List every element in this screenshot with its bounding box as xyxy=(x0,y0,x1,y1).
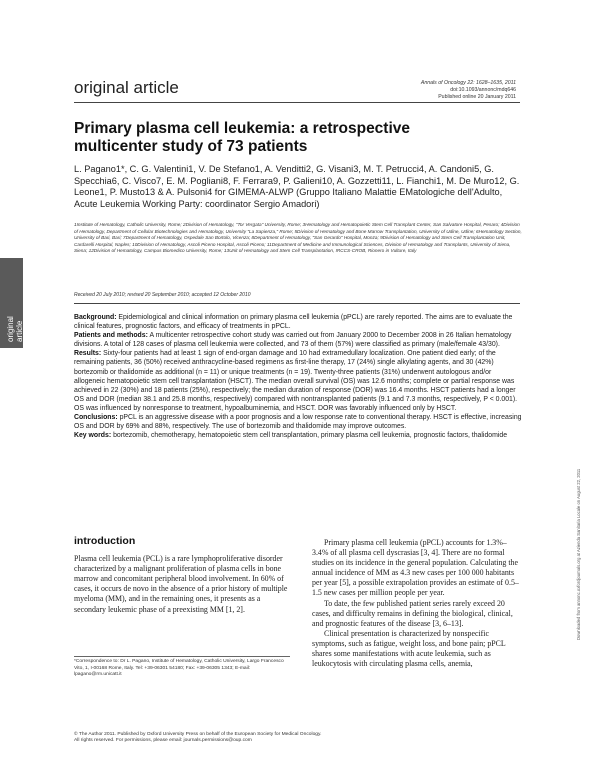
abstract xyxy=(74,313,524,440)
introduction-heading: introduction xyxy=(74,535,136,547)
journal-doi[interactable]: doi:10.1093/annonc/mdq646 xyxy=(450,87,516,93)
journal-citation: Annals of Oncology 22: 1628–1635, 2011 xyxy=(420,80,516,86)
article-title xyxy=(74,120,524,156)
abstract-divider xyxy=(74,303,520,304)
received-dates: Received 20 July 2010; revised 20 September 2010; accepted 12 October 2010 xyxy=(74,292,251,298)
abstract-keywords: Key words: bortezomib, chemotherapy, hematopoietic stem cell transplantation, primary plasma cell leukemia, prognostic factors, thalidomide xyxy=(74,432,508,440)
journal-published-date: Published online 20 January 2011 xyxy=(438,94,516,100)
abstract-results: Results: Sixty-four patients had at least 1 sign of end-organ damage and 10 had extramedullary localization. One patient died early; of the remaining patients, 36 (50%) received anthracycline-based regimens as first-line therapy, 17 (24%) single alkylating agents, and 30 (42%) bortezomib or thalidomide as additional (n = 11) or unique treatments (n = 19). Twenty-three patients (31%) underwent autologous and/or allogeneic hematopoietic stem cell transplantation (HSCT). The median overall survival (OS) was 12.6 months; complete or partial response was achieved in 22 (30%) and 18 patients (25%), respectively; the median duration of response (DOR) was 16.4 months. HSCT patients had a longer OS and DOR (median 38.1 and 25.8 months, respectively) compared with nontransplanted patients (9.1 and 7.3 months, respectively, P < 0.001). OS was influenced by nonresponse to treatment, hypoalbuminemia, and HSCT. DOR was favorably influenced only by HSCT. xyxy=(74,350,518,412)
copyright-line-2: All rights reserved. For permissions, please email: journals.permissions@oup.com xyxy=(74,738,252,744)
section-label: original article xyxy=(74,78,179,97)
side-tab-label: original article xyxy=(6,316,24,342)
title-line-2: multicenter study of 73 patients xyxy=(74,138,308,155)
right-paragraph-2: To date, the few published patient series rarely exceed 20 cases, and difficulty remains in defining the biological, clinical, and prognostic features of the disease [3, 6–13]. xyxy=(312,598,513,628)
journal-info xyxy=(421,80,516,101)
header-divider xyxy=(74,102,520,103)
download-note[interactable]: Downloaded from annonc.oxfordjournals.org at Azienda Sanitaria Locale on August 22, 2011 xyxy=(576,468,581,640)
body-left-column xyxy=(74,536,290,615)
title-line-1: Primary plasma cell leukemia: a retrospective xyxy=(74,120,411,137)
footnote-divider xyxy=(74,656,290,657)
side-tab xyxy=(0,258,23,348)
affiliations: 1Institute of Hematology, Catholic University, Rome; 2Division of Hematology, "Tor Vergata" University, Rome; 3Hematology and Hematopoietic Stem Cell Transplant Center, San Salvatore Hospital, Pesaro; 4Division of Hematology, Department of Cellular Biotechnologies and Hematology, University "La Sapienza," Rome; 5Division of Hematology and Bone Marrow Transplantation, University of Udine, Udine; 6Hematology Section, University of Bari, Bari; 7Department of Hematology, Ospedale San Bortolo, Vicenza; 8Department of Hematology, "San Gerardo" Hospital, Monza; 9Division of Hematology and Stem Cell Transplantation Unit, Cardarelli Hospital, Naples; 10Division of Hematology, Ascoli Piceno Hospital, Ascoli Piceno; 11Department of Medicine and Immunological Sciences, Division of Hematology and Transplants, University of Siena, Siena; 12Division of Hematology, Campus Biomedico University, Rome; 13Unit of Hematology and Stem Cell Transplantation, IRCCS-CROB, Rionero in Vulture, Italy xyxy=(74,222,522,253)
right-paragraph-1: Primary plasma cell leukemia (pPCL) accounts for 1.3%–3.4% of all plasma cell dyscrasias [3, 4]. There are no formal studies on its incidence in the general population. Calculating the annual incidence of MM as 4.3 new cases per 100 000 habitants per year [5], a possible extrapolation provides an estimate of 0.5–1.5 new cases per million people per year. xyxy=(312,538,519,598)
copyright xyxy=(74,732,474,745)
right-paragraph-3: Clinical presentation is characterized by nonspecific symptoms, such as fatigue, weight loss, and bone pain; pPCL shares some manifestations with acute leukemia, such as leukocytosis with circulating plasma cells, anemia, xyxy=(312,628,506,669)
abstract-conclusions: Conclusions: pPCL is an aggressive disease with a poor prognosis and a low response rate to conventional therapy. HSCT is effective, increasing OS and DOR by 69% and 88%, respectively. The use of bortezomib and thalidomide may improve outcomes. xyxy=(74,414,522,431)
author-list: L. Pagano1*, C. G. Valentini1, V. De Stefano1, A. Venditti2, G. Visani3, M. T. Petrucci4, A. Candoni5, G. Specchia6, C. Visco7, E. M. Pogliani8, F. Ferrara9, P. Galieni10, A. Gozzetti11, L. Fianchi1, M. De Muro12, G. Leone1, P. Musto13 & A. Pulsoni4 for GIMEMA-ALWP (Gruppo Italiano Malattie EMatologiche dell'Adulto, Acute Leukemia Working Party: coordinator Sergio Amadori) xyxy=(74,164,520,209)
correspondence-footnote: *Correspondence to: Dr L. Pagano, Institute of Hematology, Catholic University, Largo Francesco Vito, 1, I-00168 Rome, Italy. Tel: +39-06301 54180; Fax: +39-06305 1343; E-mail: lpagano@rm.unicatt.it xyxy=(74,659,284,678)
copyright-line-1: © The Author 2011. Published by Oxford University Press on behalf of the European Society for Medical Oncology. xyxy=(74,732,322,737)
intro-paragraph-1: Plasma cell leukemia (PCL) is a rare lymphoproliferative disorder characterized by a malignant proliferation of plasma cells in bone marrow and concomitant peripheral blood involvement. In 60% of cases, it occurs de novo in the absence of a prior history of multiple myeloma (MM), and in the remaining ones, it presents as a secondary leukemic phase of a preexisting MM [1, 2]. xyxy=(74,554,288,614)
abstract-background: Background: Epidemiological and clinical information on primary plasma cell leukemia (pPCL) are rarely reported. The aims are to evaluate the clinical features, prognostic factors, and efficacy of treatments in pPCL. xyxy=(74,314,513,331)
abstract-methods: Patients and methods: A multicenter retrospective cohort study was carried out from January 2000 to December 2008 in 26 Italian hematology divisions. A total of 128 cases of plasma cell leukemia were collected, and 73 of them (57%) were classified as primary (male/female 43/30). xyxy=(74,332,512,349)
body-right-column xyxy=(312,538,522,669)
